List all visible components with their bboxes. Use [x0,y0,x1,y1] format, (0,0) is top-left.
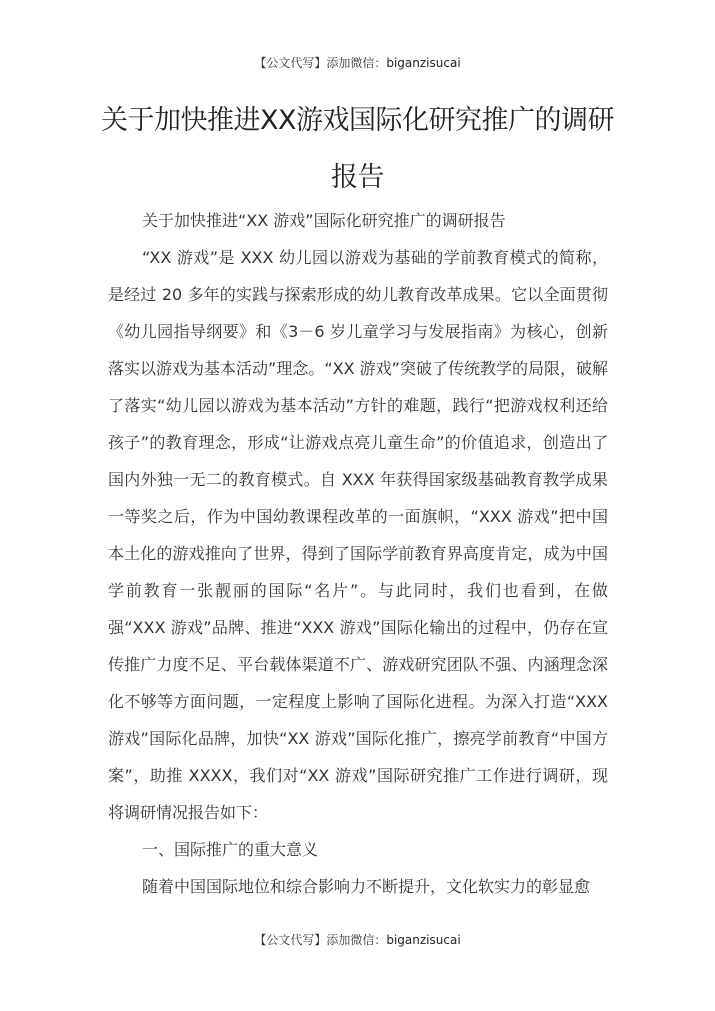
page-header [0,55,715,71]
page-footer [0,932,715,948]
paragraph-section-start: 随着中国国际地位和综合影响力不断提升，文化软实力的彰显愈 [142,877,591,896]
section-heading: 一、国际推广的重大意义 [142,840,319,859]
header-label: 【公文代写】添加微信： [254,56,387,70]
document-body [108,202,608,905]
footer-contact: biganzisucai [386,933,461,947]
paragraph-intro: “XX 游戏”是 XXX 幼儿园以游戏为基础的学前教育模式的简称，是经过 20 多年的实践与探索形成的幼儿教育改革成果。它以全面贯彻《幼儿园指导纲要》和《3－6 岁儿童学习与发展指南》为核心，创新落实以游戏为基本活动”理念。“XX 游戏”突破了传统教学的局限，破解了落实“幼儿园以游戏为基本活动”方针的难题，践行“把游戏权利还给孩子”的教育理念，形成“让游戏点亮儿童生命”的价值追求，创造出了国内外独一无二的教育模式。自 XXX 年获得国家级基础教育教学成果一等奖之后，作为中国幼教课程改革的一面旗帜，“XXX 游戏”把中国本土化的游戏推向了世界，得到了国际学前教育界高度肯定，成为中国学前教育一张靓丽的国际“名片”。与此同时，我们也看到，在做强“XXX 游戏”品牌、推进“XXX 游戏”国际化输出的过程中，仍存在宣传推广力度不足、平台载体渠道不广、游戏研究团队不强、内涵理念深化不够等方面问题，一定程度上影响了国际化进程。为深入打造“XXX 游戏”国际化品牌，加快“XX 游戏”国际化推广，擦亮学前教育“中国方案”，助推 XXXX，我们对“XX 游戏”国际研究推广工作进行调研，现将调研情况报告如下： [108,248,608,822]
header-contact: biganzisucai [386,56,461,70]
document-title: 关于加快推进XX游戏国际化研究推广的调研报告 [101,105,614,193]
paragraph-subtitle: 关于加快推进“XX 游戏”国际化研究推广的调研报告 [142,211,506,230]
footer-label: 【公文代写】添加微信： [254,933,387,947]
